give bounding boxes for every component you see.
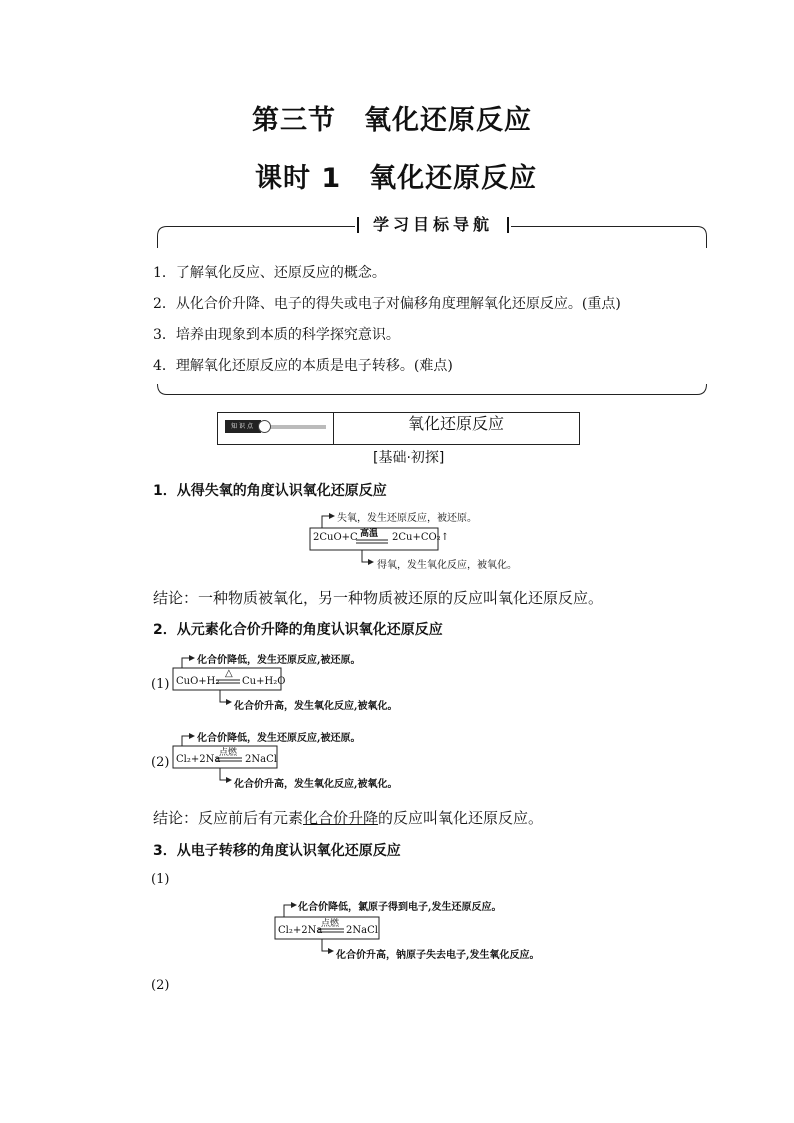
objective-item: 3．培养由现象到本质的科学探究意识。 <box>153 327 400 343</box>
section1-eq-left: 2CuO+C <box>313 532 358 543</box>
section1-bottom-note: 得氧，发生氧化反应，被氧化。 <box>377 560 517 571</box>
conclusion-suffix: 的反应叫氧化还原反应。 <box>378 809 544 827</box>
section1-condition: 高温 <box>360 529 379 539</box>
tag-knob <box>258 420 271 433</box>
objective-item: 4．理解氧化还原反应的本质是电子转移。(难点) <box>153 358 453 374</box>
section2-item1-label: (1) <box>151 677 170 692</box>
section3-heading: 3．从电子转移的角度认识氧化还原反应 <box>153 843 401 859</box>
section2-item1-condition: △ <box>225 668 233 679</box>
chapter-title: 第三节 氧化还原反应 <box>252 105 532 136</box>
knowledge-point-tag <box>218 413 334 444</box>
section2-item1-eq-left: CuO+H₂ <box>176 676 220 687</box>
section3-item1-top-note: 化合价降低，氯原子得到电子,发生还原反应。 <box>298 902 502 913</box>
conclusion-underlined: 化合价升降 <box>303 809 379 827</box>
section2-item2-eq-right: 2NaCl <box>245 754 277 765</box>
section2-item1-eq-right: Cu+H₂O <box>242 676 286 687</box>
section2-conclusion <box>153 807 543 828</box>
section2-item2-label: (2) <box>151 755 170 770</box>
objectives-heading: 学习目标导航 <box>355 214 511 236</box>
section2-item1-bottom-note: 化合价升高，发生氧化反应,被氧化。 <box>234 701 398 712</box>
section3-item1-eq-right: 2NaCl <box>346 925 378 936</box>
section2-item2-top-note: 化合价降低，发生还原反应,被还原。 <box>197 733 361 744</box>
section2-item2-bottom-note: 化合价升高，发生氧化反应,被氧化。 <box>234 779 398 790</box>
knowledge-point-banner <box>217 412 580 445</box>
tag-badge: 知识点 <box>225 420 261 433</box>
section1-top-note: 失氧，发生还原反应，被还原。 <box>337 513 477 524</box>
objective-item: 1．了解氧化反应、还原反应的概念。 <box>153 265 386 281</box>
conclusion-prefix: 结论：反应前后有元素 <box>153 809 304 827</box>
section2-heading: 2．从元素化合价升降的角度认识氧化还原反应 <box>153 622 443 638</box>
section1-eq-right: 2Cu+CO₂↑ <box>392 532 450 543</box>
section2-item2-eq-left: Cl₂+2Na <box>176 754 221 765</box>
section3-item1-label: (1) <box>151 872 170 887</box>
section3-item2-label: (2) <box>151 978 170 993</box>
section2-item2-condition: 点燃 <box>219 748 238 758</box>
objective-item: 2．从化合价升降、电子的得失或电子对偏移角度理解氧化还原反应。(重点) <box>153 296 621 312</box>
section3-item1-bottom-note: 化合价升高，钠原子失去电子,发生氧化反应。 <box>336 950 540 961</box>
section1-heading: 1．从得失氧的角度认识氧化还原反应 <box>153 483 387 499</box>
section3-item1-eq-left: Cl₂+2Na <box>278 925 323 936</box>
knowledge-point-title: 氧化还原反应 <box>407 414 504 433</box>
section1-conclusion: 结论：一种物质被氧化，另一种物质被还原的反应叫氧化还原反应。 <box>153 589 604 607</box>
section2-item1-top-note: 化合价降低，发生还原反应,被还原。 <box>197 655 361 666</box>
section3-item1-condition: 点燃 <box>321 919 340 929</box>
lesson-title: 课时 1 氧化还原反应 <box>255 163 538 194</box>
knowledge-point-subtitle: [基础·初探] <box>373 450 445 466</box>
